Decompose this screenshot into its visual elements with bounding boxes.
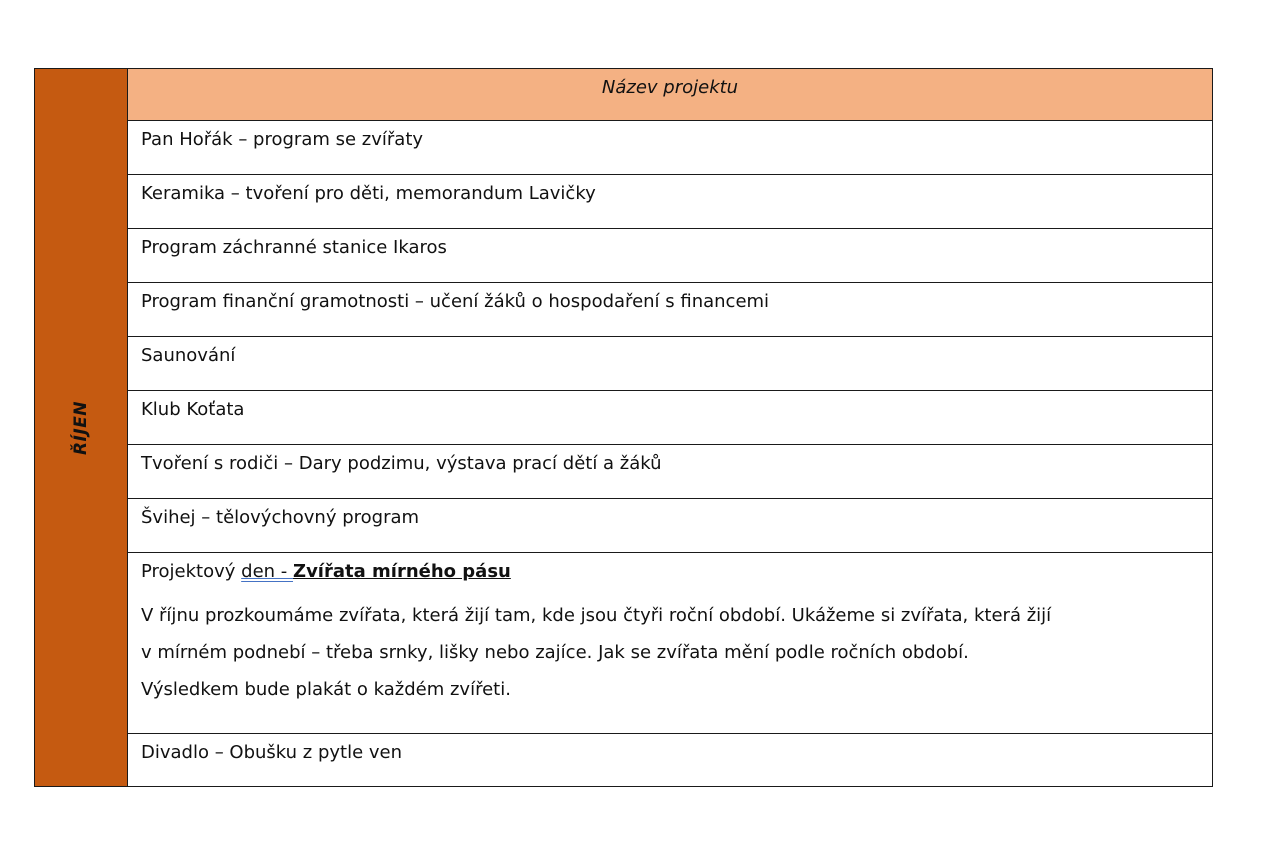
description-line: V říjnu prozkoumáme zvířata, která žijí tam, kde jsou čtyři roční období. Ukážeme si zvířata, která žijí bbox=[141, 605, 1052, 626]
description-line: v mírném podnebí – třeba srnky, lišky nebo zajíce. Jak se zvířata mění podle ročních období. bbox=[141, 642, 969, 663]
row-text: Keramika – tvoření pro děti, memorandum Lavičky bbox=[141, 183, 596, 204]
header-label: Název projektu bbox=[601, 77, 739, 98]
table-row bbox=[128, 175, 1212, 229]
projects-column bbox=[128, 69, 1212, 786]
row-text: Program záchranné stanice Ikaros bbox=[141, 237, 447, 258]
row-text: Klub Koťata bbox=[141, 399, 245, 420]
row-text: Divadlo – Obušku z pytle ven bbox=[141, 742, 403, 763]
table-row bbox=[128, 499, 1212, 553]
table-row bbox=[128, 337, 1212, 391]
month-label: ŘÍJEN bbox=[71, 400, 91, 455]
table-row bbox=[128, 229, 1212, 283]
table-row bbox=[128, 734, 1212, 786]
project-day-title: Zvířata mírného pásu bbox=[293, 561, 511, 582]
row-text: Tvoření s rodiči – Dary podzimu, výstava prací dětí a žáků bbox=[141, 453, 662, 474]
project-day-den: den - bbox=[241, 561, 294, 582]
table-header bbox=[128, 69, 1212, 121]
project-day-heading bbox=[141, 559, 1199, 585]
table-row bbox=[128, 283, 1212, 337]
table-row bbox=[128, 445, 1212, 499]
row-text: Saunování bbox=[141, 345, 236, 366]
project-table bbox=[34, 68, 1213, 787]
row-text: Pan Hořák – program se zvířaty bbox=[141, 129, 424, 150]
month-column bbox=[35, 69, 128, 786]
description-line: Výsledkem bude plakát o každém zvířeti. bbox=[141, 679, 511, 700]
row-text: Švihej – tělovýchovný program bbox=[141, 507, 420, 528]
row-text: Program finanční gramotnosti – učení žáků o hospodaření s financemi bbox=[141, 291, 770, 312]
table-row bbox=[128, 121, 1212, 175]
table-row bbox=[128, 391, 1212, 445]
project-day-prefix: Projektový bbox=[141, 561, 242, 582]
project-day-description bbox=[141, 597, 1199, 708]
project-day-row bbox=[128, 553, 1212, 734]
